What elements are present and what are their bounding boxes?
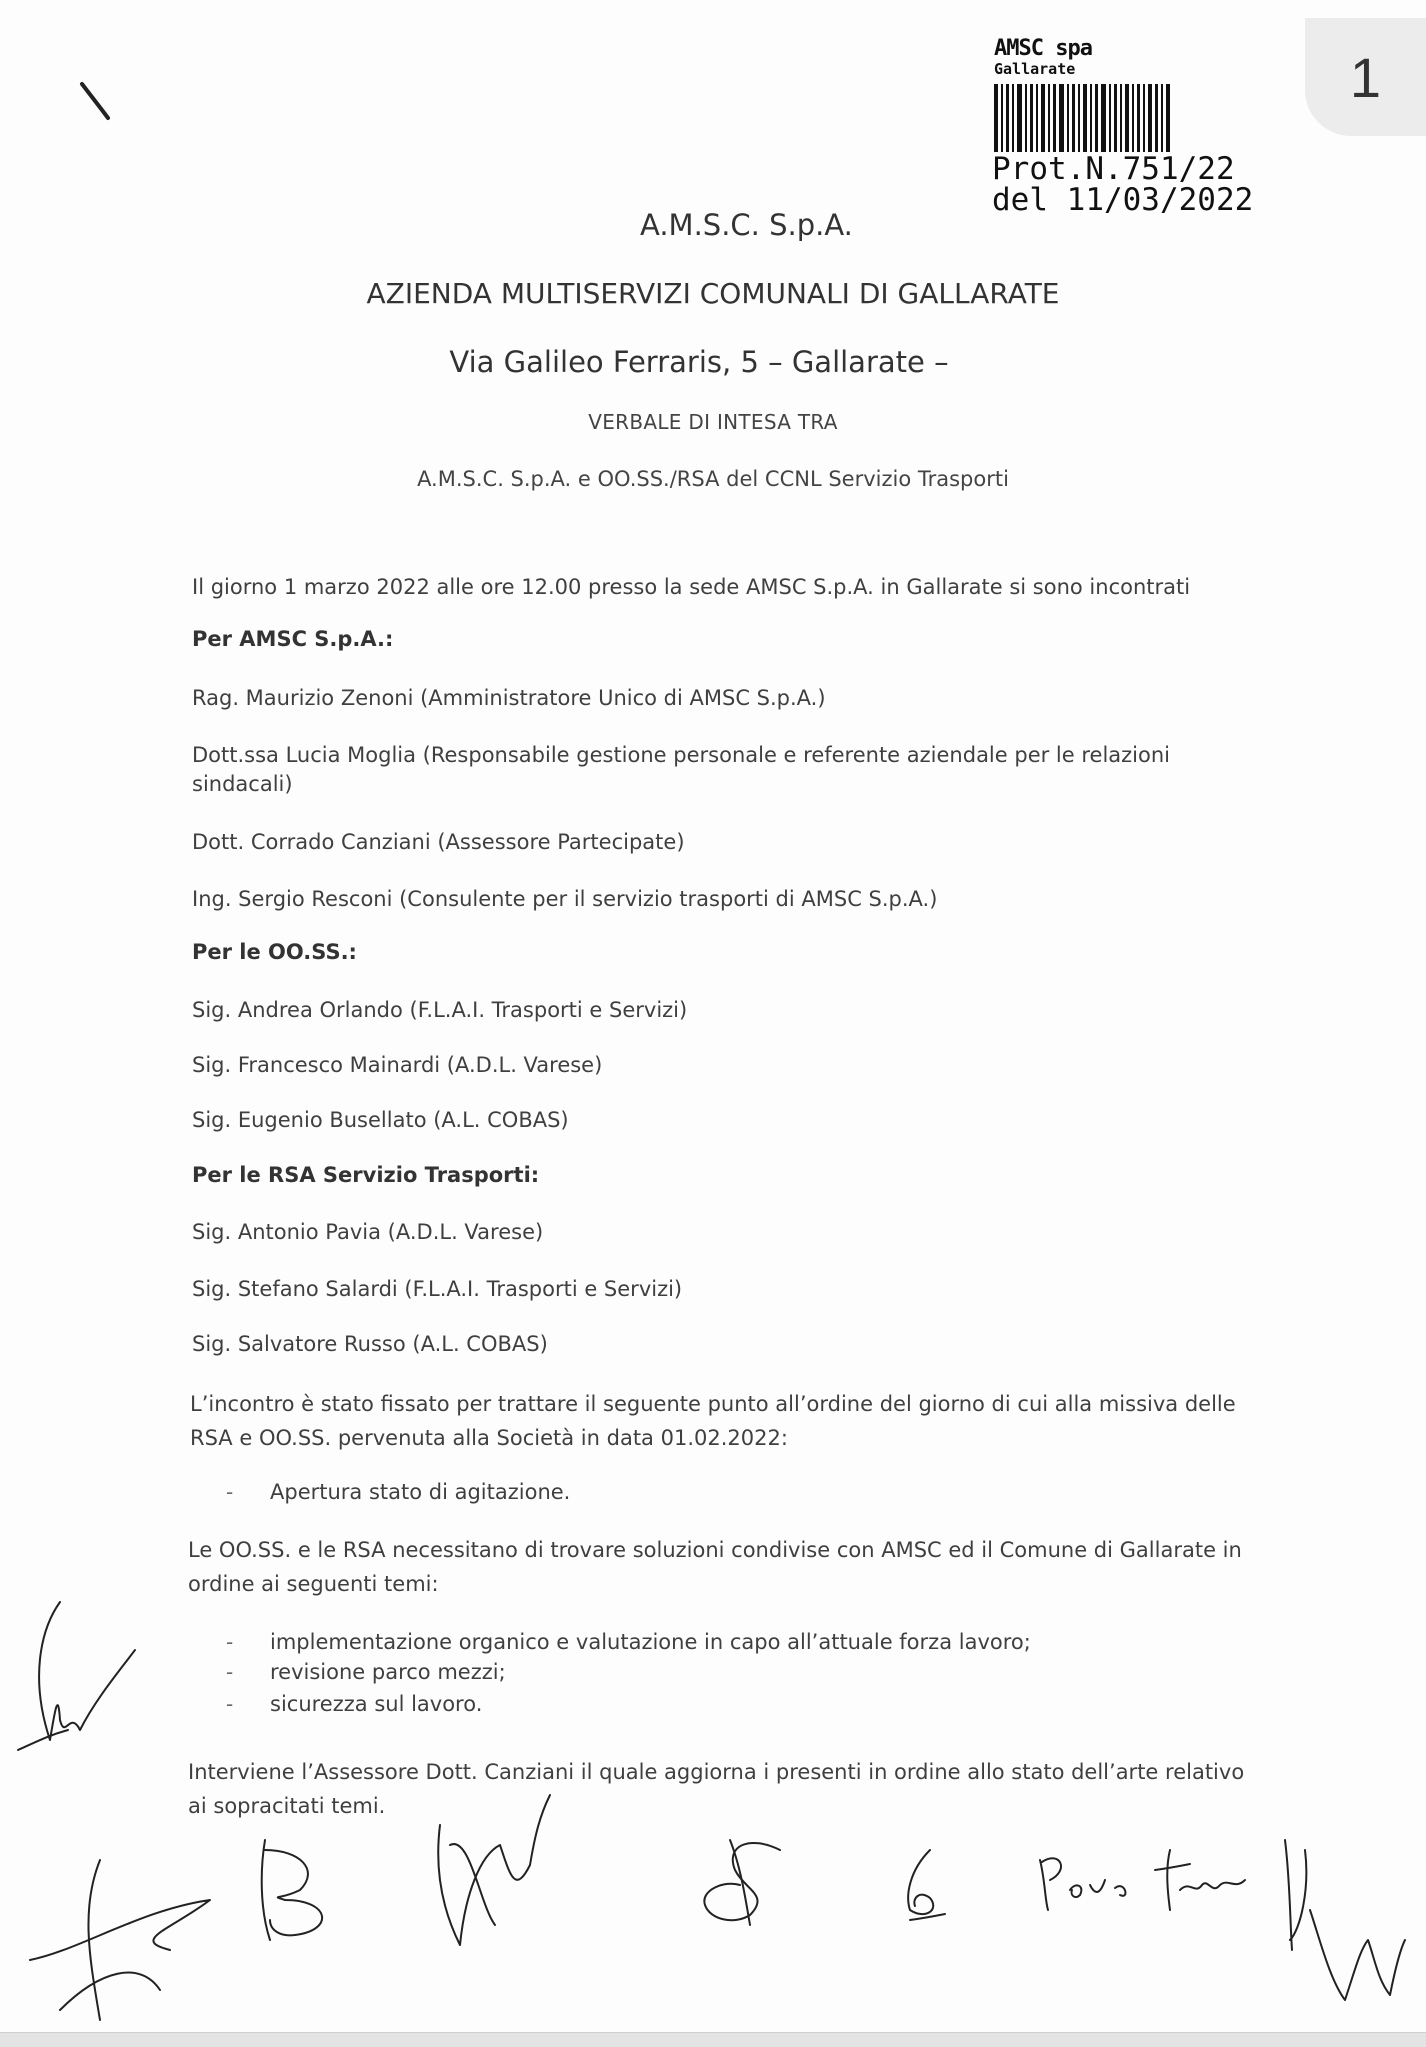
needs-text: Le OO.SS. e le RSA necessitano di trovare soluzioni condivise con AMSC ed il Comune di Gallarate in (188, 1538, 1242, 1562)
participant: Dott.ssa Lucia Moglia (Responsabile gestione personale e referente aziendale per le relazioni (192, 743, 1170, 767)
page-number: 1 (1305, 18, 1426, 136)
participant: Sig. Francesco Mainardi (A.D.L. Varese) (192, 1053, 603, 1077)
participant: Sig. Andrea Orlando (F.L.A.I. Trasporti e Servizi) (192, 998, 688, 1022)
agenda-item: Apertura stato di agitazione. (270, 1480, 571, 1504)
group-title-ooss: Per le OO.SS.: (192, 940, 357, 964)
document-parties: A.M.S.C. S.p.A. e OO.SS./RSA del CCNL Servizio Trasporti (417, 467, 1009, 491)
meeting-text: L’incontro è stato fissato per trattare il seguente punto all’ordine del giorno di cui alla missiva delle (190, 1392, 1236, 1416)
participant: Sig. Stefano Salardi (F.L.A.I. Trasporti e Servizi) (192, 1277, 683, 1301)
closing-text: Interviene l’Assessore Dott. Canziani il quale aggiorna i presenti in ordine allo stato dell’arte relativo (188, 1760, 1245, 1784)
list-dash: - (226, 1692, 234, 1716)
stamp-city: Gallarate (994, 60, 1076, 78)
company-short-name: A.M.S.C. S.p.A. (640, 208, 853, 242)
closing-text-continued: ai sopracitati temi. (188, 1794, 386, 1818)
signature (690, 1825, 810, 1935)
company-address: Via Galileo Ferraris, 5 – Gallarate – (449, 345, 949, 379)
intro-text: Il giorno 1 marzo 2022 alle ore 12.00 presso la sede AMSC S.p.A. in Gallarate si sono incontrati (192, 575, 1191, 599)
meeting-text-continued: RSA e OO.SS. pervenuta alla Società in data 01.02.2022: (190, 1426, 788, 1450)
page-bottom-edge (0, 2032, 1426, 2047)
signature (420, 1785, 570, 1955)
topic-item: implementazione organico e valutazione in capo all’attuale forza lavoro; (270, 1630, 1031, 1654)
signature (240, 1830, 350, 1950)
stray-mark (80, 80, 120, 120)
group-title-rsa: Per le RSA Servizio Trasporti: (192, 1163, 540, 1187)
margin-signature (10, 1590, 150, 1760)
group-title-amsc: Per AMSC S.p.A.: (192, 627, 394, 651)
signature (20, 1840, 230, 2040)
participant: Sig. Antonio Pavia (A.D.L. Varese) (192, 1220, 544, 1244)
participant: Sig. Salvatore Russo (A.L. COBAS) (192, 1332, 548, 1356)
protocol-id: Prot.N.751/22 (992, 151, 1235, 187)
participant-continued: sindacali) (192, 772, 293, 796)
topic-item: revisione parco mezzi; (270, 1660, 506, 1684)
topic-item: sicurezza sul lavoro. (270, 1692, 483, 1716)
participant: Sig. Eugenio Busellato (A.L. COBAS) (192, 1108, 569, 1132)
list-dash: - (226, 1480, 234, 1504)
protocol-number (992, 151, 1254, 218)
stamp-company: AMSC spa (994, 36, 1092, 61)
signature (1030, 1840, 1260, 1930)
signature (890, 1840, 960, 1930)
participant: Rag. Maurizio Zenoni (Amministratore Unico di AMSC S.p.A.) (192, 686, 826, 710)
needs-text-continued: ordine ai seguenti temi: (188, 1572, 439, 1596)
protocol-stamp (990, 36, 1310, 236)
document-type: VERBALE DI INTESA TRA (588, 410, 838, 434)
company-full-name: AZIENDA MULTISERVIZI COMUNALI DI GALLARATE (366, 277, 1060, 310)
protocol-date: del 11/03/2022 (992, 182, 1254, 218)
participant: Dott. Corrado Canziani (Assessore Partecipate) (192, 830, 685, 854)
participant: Ing. Sergio Resconi (Consulente per il servizio trasporti di AMSC S.p.A.) (192, 887, 938, 911)
list-dash: - (226, 1630, 234, 1654)
signature (1260, 1830, 1410, 2030)
list-dash: - (226, 1660, 234, 1684)
